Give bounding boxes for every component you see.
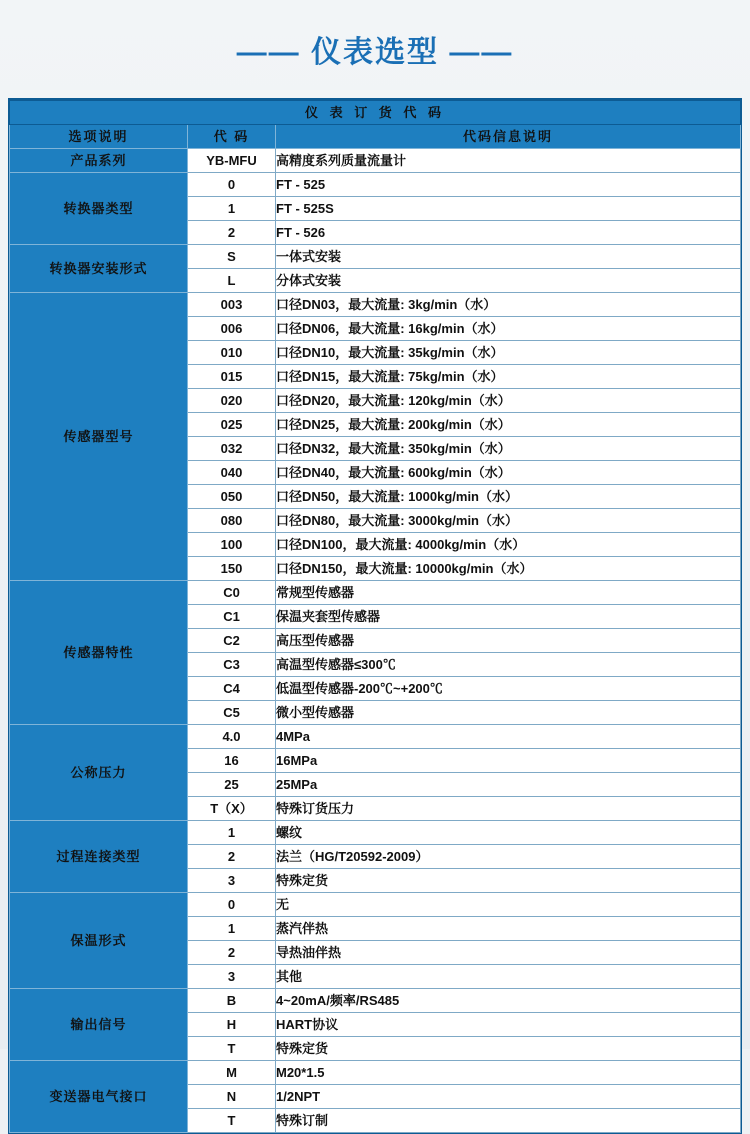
row-description: 其他: [276, 965, 741, 989]
row-code: 025: [188, 413, 276, 437]
row-code: 1: [188, 821, 276, 845]
row-description: 口径DN15，最大流量: 75kg/min（水）: [276, 365, 741, 389]
row-code: 16: [188, 749, 276, 773]
group-label: 转换器安装形式: [10, 245, 188, 293]
row-description: 微小型传感器: [276, 701, 741, 725]
row-description: 4MPa: [276, 725, 741, 749]
group-label: 输出信号: [10, 989, 188, 1061]
row-code: T: [188, 1109, 276, 1133]
row-code: 003: [188, 293, 276, 317]
group-label: 过程连接类型: [10, 821, 188, 893]
row-description: 口径DN10，最大流量: 35kg/min（水）: [276, 341, 741, 365]
row-description: 1/2NPT: [276, 1085, 741, 1109]
table-header-row: [10, 125, 741, 149]
table-row: [10, 581, 741, 605]
table-row: [10, 725, 741, 749]
row-description: 高精度系列质量流量计: [276, 149, 741, 173]
row-description: FT - 526: [276, 221, 741, 245]
row-code: C1: [188, 605, 276, 629]
order-code-table-wrap: [8, 98, 742, 1134]
row-code: 3: [188, 869, 276, 893]
column-header-option: 选项说明: [10, 125, 188, 149]
table-title-row: [10, 101, 741, 125]
row-description: 口径DN150，最大流量: 10000kg/min（水）: [276, 557, 741, 581]
row-code: 032: [188, 437, 276, 461]
row-code: 006: [188, 317, 276, 341]
row-code: 1: [188, 917, 276, 941]
column-header-code: 代 码: [188, 125, 276, 149]
row-description: 25MPa: [276, 773, 741, 797]
row-code: M: [188, 1061, 276, 1085]
row-description: FT - 525: [276, 173, 741, 197]
row-code: 010: [188, 341, 276, 365]
group-label: 转换器类型: [10, 173, 188, 245]
table-title: 仪 表 订 货 代 码: [10, 101, 741, 125]
row-description: HART协议: [276, 1013, 741, 1037]
row-description: 口径DN03，最大流量: 3kg/min（水）: [276, 293, 741, 317]
row-code: S: [188, 245, 276, 269]
column-header-info: 代码信息说明: [276, 125, 741, 149]
row-code: L: [188, 269, 276, 293]
row-description: 口径DN80，最大流量: 3000kg/min（水）: [276, 509, 741, 533]
row-code: 020: [188, 389, 276, 413]
row-code: 2: [188, 845, 276, 869]
row-description: 口径DN40，最大流量: 600kg/min（水）: [276, 461, 741, 485]
row-description: 法兰（HG/T20592-2009）: [276, 845, 741, 869]
group-label: 公称压力: [10, 725, 188, 821]
row-description: 常规型传感器: [276, 581, 741, 605]
row-description: 导热油伴热: [276, 941, 741, 965]
row-description: 口径DN06，最大流量: 16kg/min（水）: [276, 317, 741, 341]
row-description: 口径DN25，最大流量: 200kg/min（水）: [276, 413, 741, 437]
row-code: 080: [188, 509, 276, 533]
row-code: 0: [188, 893, 276, 917]
group-label: 产品系列: [10, 149, 188, 173]
table-row: [10, 245, 741, 269]
row-description: 特殊定货: [276, 869, 741, 893]
row-description: 口径DN32，最大流量: 350kg/min（水）: [276, 437, 741, 461]
row-description: 口径DN20，最大流量: 120kg/min（水）: [276, 389, 741, 413]
row-description: 低温型传感器-200℃~+200℃: [276, 677, 741, 701]
row-description: 4~20mA/频率/RS485: [276, 989, 741, 1013]
row-code: B: [188, 989, 276, 1013]
row-description: 特殊订制: [276, 1109, 741, 1133]
row-description: M20*1.5: [276, 1061, 741, 1085]
table-row: [10, 893, 741, 917]
row-description: 蒸汽伴热: [276, 917, 741, 941]
row-description: 特殊订货压力: [276, 797, 741, 821]
row-description: 一体式安装: [276, 245, 741, 269]
row-code: C5: [188, 701, 276, 725]
row-code: 2: [188, 221, 276, 245]
row-description: FT - 525S: [276, 197, 741, 221]
table-row: [10, 149, 741, 173]
row-code: T: [188, 1037, 276, 1061]
row-code: 040: [188, 461, 276, 485]
row-description: 口径DN100，最大流量: 4000kg/min（水）: [276, 533, 741, 557]
row-description: 保温夹套型传感器: [276, 605, 741, 629]
row-code: YB-MFU: [188, 149, 276, 173]
group-label: 保温形式: [10, 893, 188, 989]
row-code: 015: [188, 365, 276, 389]
table-row: [10, 821, 741, 845]
table-row: [10, 173, 741, 197]
order-code-table: [9, 100, 741, 1133]
row-code: 2: [188, 941, 276, 965]
table-body: [10, 101, 741, 1133]
row-description: 分体式安装: [276, 269, 741, 293]
group-label: 变送器电气接口: [10, 1061, 188, 1133]
row-code: 1: [188, 197, 276, 221]
row-description: 口径DN50，最大流量: 1000kg/min（水）: [276, 485, 741, 509]
table-row: [10, 1061, 741, 1085]
row-code: N: [188, 1085, 276, 1109]
row-code: C0: [188, 581, 276, 605]
table-row: [10, 989, 741, 1013]
row-code: 150: [188, 557, 276, 581]
row-code: 0: [188, 173, 276, 197]
row-description: 无: [276, 893, 741, 917]
row-code: T（X）: [188, 797, 276, 821]
row-description: 高温型传感器≤300℃: [276, 653, 741, 677]
page-title: —— 仪表选型 ——: [236, 36, 514, 69]
row-code: 050: [188, 485, 276, 509]
group-label: 传感器型号: [10, 293, 188, 581]
table-row: [10, 293, 741, 317]
row-code: C2: [188, 629, 276, 653]
row-code: C4: [188, 677, 276, 701]
page-title-wrap: [0, 0, 750, 98]
row-code: H: [188, 1013, 276, 1037]
row-code: C3: [188, 653, 276, 677]
row-description: 特殊定货: [276, 1037, 741, 1061]
row-description: 16MPa: [276, 749, 741, 773]
row-code: 100: [188, 533, 276, 557]
row-description: 螺纹: [276, 821, 741, 845]
row-code: 3: [188, 965, 276, 989]
row-code: 4.0: [188, 725, 276, 749]
group-label: 传感器特性: [10, 581, 188, 725]
row-description: 高压型传感器: [276, 629, 741, 653]
row-code: 25: [188, 773, 276, 797]
